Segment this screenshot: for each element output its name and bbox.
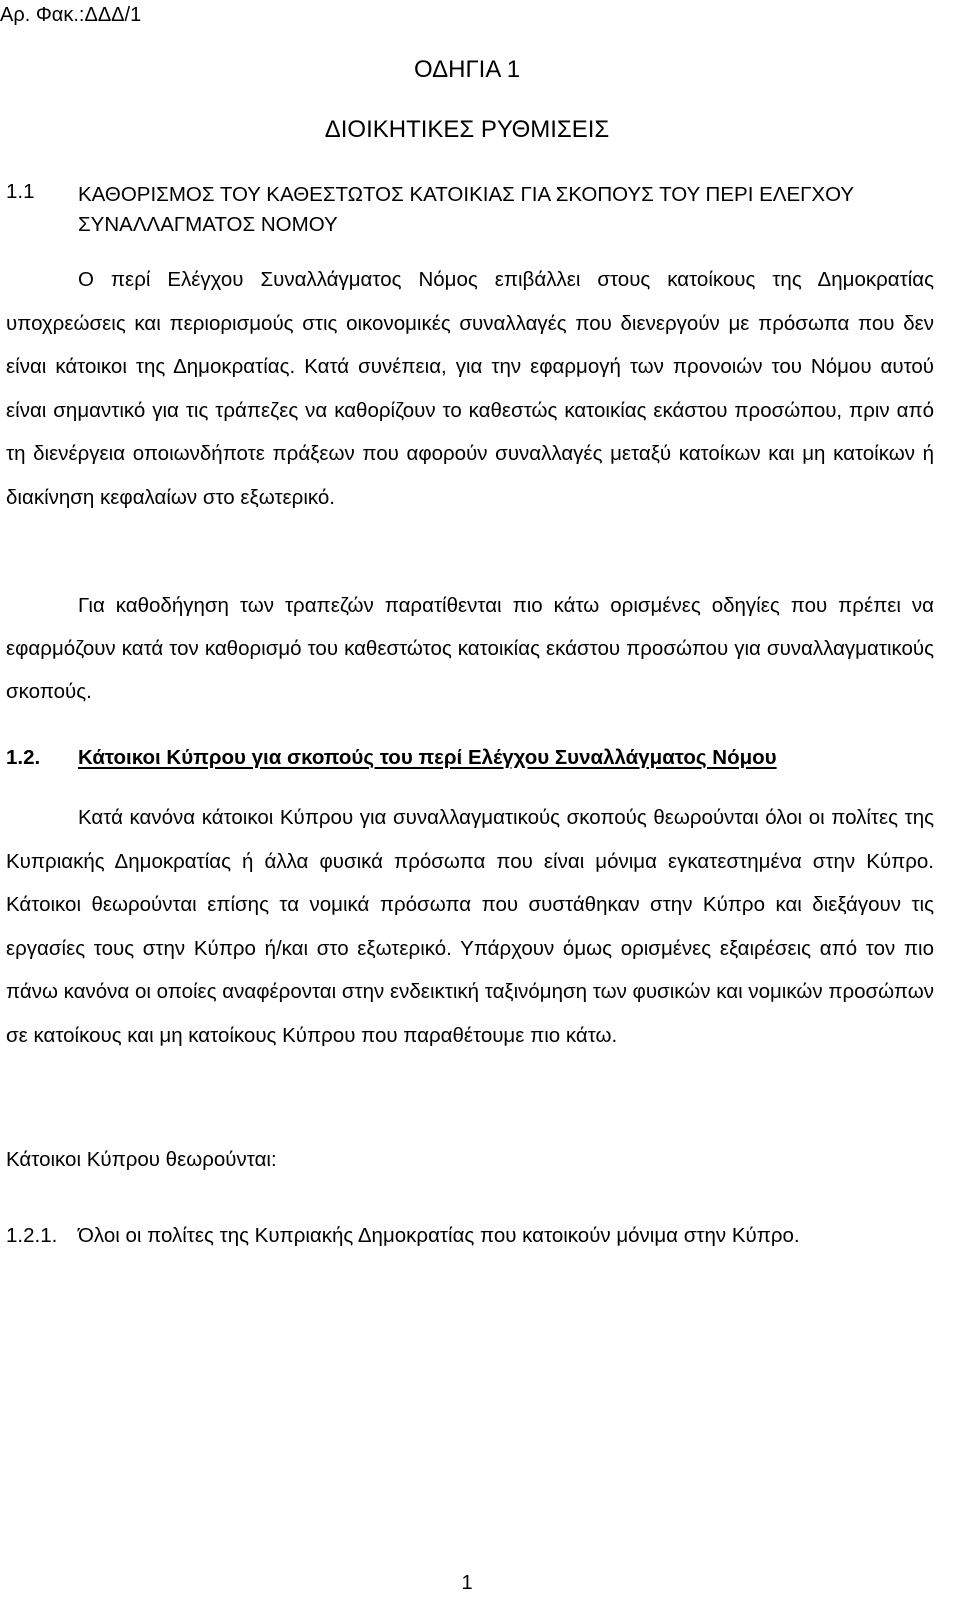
directive-title: ΟΔΗΓΙΑ 1 — [413, 56, 521, 83]
file-reference: Αρ. Φακ.:ΔΔΔ/1 — [0, 4, 142, 26]
page-number: 1 — [461, 1572, 473, 1594]
subsection-paragraph: Κατά κανόνα κάτοικοι Κύπρου για συναλλαγματικούς σκοπούς θεωρούνται όλοι οι πολίτες της Κυπριακής Δημοκρατίας ή άλλα φυσικά πρόσωπα που είναι μόνιμα εγκατεστημένα στην Κύπρο. Κάτοικοι θεωρούνται επίσης τα νομικά πρόσωπα που συστάθηκαν στην Κύπρο και διεξάγουν τις εργασίες τους στην Κύπρο ή/και στο εξωτερικό. Υπάρχουν όμως ορισμένες εξαιρέσεις από τον πιο πάνω κανόνα οι οποίες αναφέρονται στην ενδεικτική ταξινόμηση των φυσικών και νομικών προσώπων σε κατοίκους και μη κατοίκους Κύπρου που παραθέτουμε πιο κάτω. — [6, 806, 934, 1047]
section-number: 1.1 — [6, 180, 35, 203]
subsection-heading: Κάτοικοι Κύπρου για σκοπούς του περί Ελέγχου Συναλλάγματος Νόμου — [78, 746, 777, 769]
residents-label: Κάτοικοι Κύπρου θεωρούνται: — [6, 1148, 277, 1171]
list-item-number: 1.2.1. — [6, 1224, 58, 1247]
section-paragraph: Για καθοδήγηση των τραπεζών παρατίθενται πιο κάτω ορισμένες οδηγίες που πρέπει να εφαρμόζουν κατά τον καθορισμό του καθεστώτος κατοικίας εκάστου προσώπου για συναλλαγματικούς σκοπούς. — [6, 594, 934, 703]
directive-subtitle: ΔΙΟΙΚΗΤΙΚΕΣ ΡΥΘΜΙΣΕΙΣ — [324, 116, 610, 143]
list-item-text: Όλοι οι πολίτες της Κυπριακής Δημοκρατίας που κατοικούν μόνιμα στην Κύπρο. — [78, 1224, 800, 1247]
section-paragraph: Ο περί Ελέγχου Συναλλάγματος Νόμος επιβάλλει στους κατοίκους της Δημοκρατίας υποχρεώσεις και περιορισμούς στις οικονομικές συναλλαγές που διενεργούν με πρόσωπα που δεν είναι κάτοικοι της Δημοκρατίας. Κατά συνέπεια, για την εφαρμογή των προνοιών του Νόμου αυτού είναι σημαντικό για τις τράπεζες να καθορίζουν το καθεστώς κατοικίας εκάστου προσώπου, πριν από τη διενέργεια οποιωνδήποτε πράξεων που αφορούν συναλλαγές μεταξύ κατοίκων και μη κατοίκων ή διακίνηση κεφαλαίων στο εξωτερικό. — [6, 268, 934, 509]
subsection-number: 1.2. — [6, 746, 41, 769]
section-heading: ΚΑΘΟΡΙΣΜΟΣ ΤΟΥ ΚΑΘΕΣΤΩΤΟΣ ΚΑΤΟΙΚΙΑΣ ΓΙΑ ΣΚΟΠΟΥΣ ΤΟΥ ΠΕΡΙ ΕΛΕΓΧΟΥ ΣΥΝΑΛΛΑΓΜΑΤΟΣ ΝΟΜΟΥ — [78, 183, 854, 236]
